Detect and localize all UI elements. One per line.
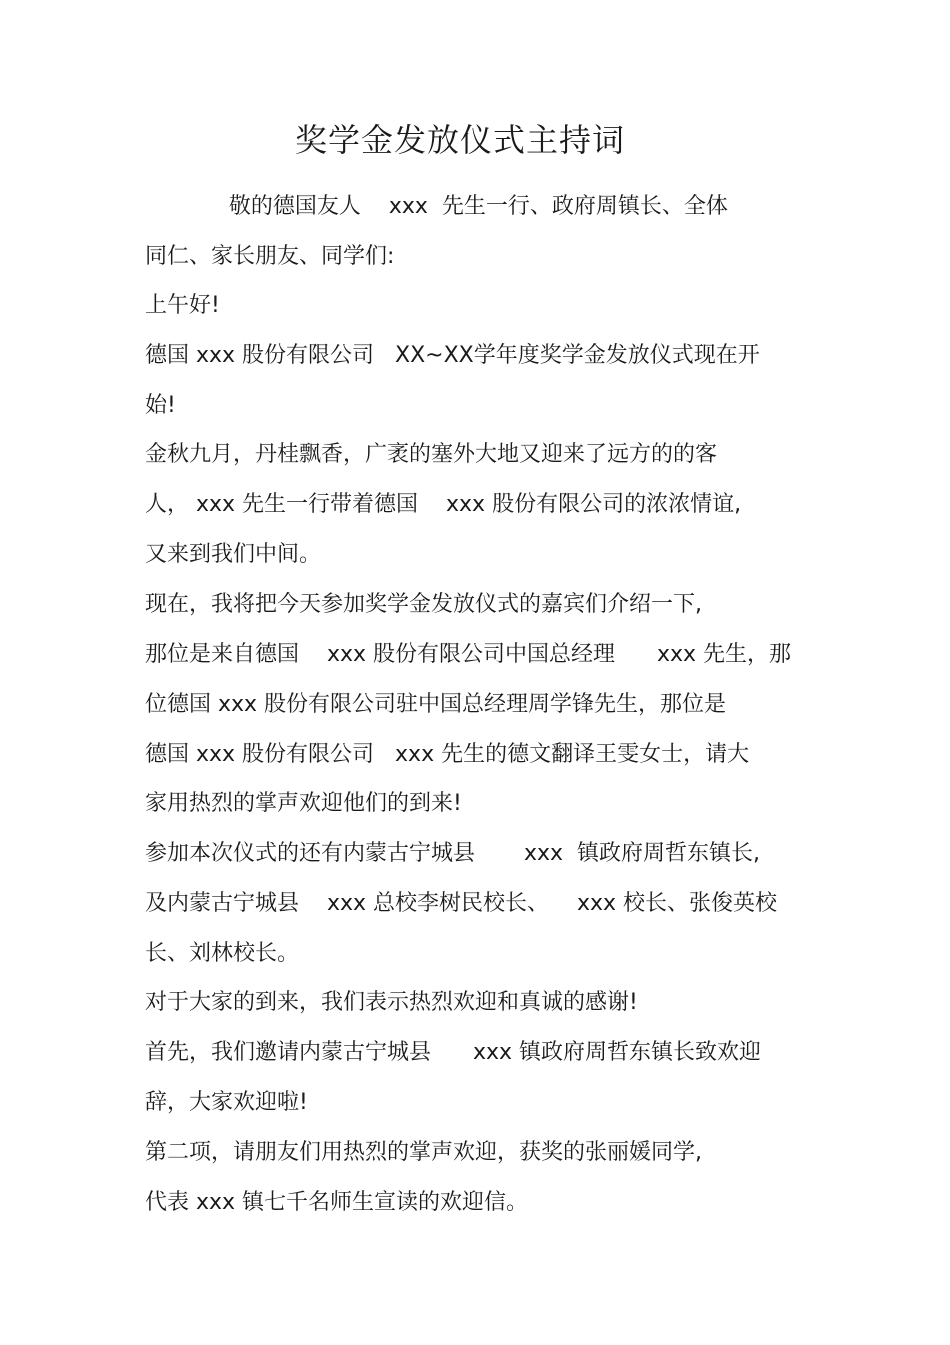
text-line: 对于大家的到来，我们表示热烈欢迎和真诚的感谢! (145, 990, 638, 1015)
text-line: 家用热烈的掌声欢迎他们的到来! (145, 791, 462, 816)
text-line: 位德国 xxx 股份有限公司驻中国总经理周学锋先生，那位是 (145, 692, 727, 717)
text-line: 德国 xxx 股份有限公司 xxx 先生的德文翻译王雯女士，请大 (145, 742, 750, 767)
text-line: 敬的德国友人 xxx 先生一行、政府周镇长、全体 (145, 194, 728, 219)
text-line: 参加本次仪式的还有内蒙古宁城县 xxx 镇政府周哲东镇长, (145, 841, 760, 866)
document-title: 奖学金发放仪式主持词 (294, 121, 625, 159)
text-line: 人， xxx 先生一行带着德国 xxx 股份有限公司的浓浓情谊, (145, 492, 742, 517)
text-line: 现在，我将把今天参加奖学金发放仪式的嘉宾们介绍一下, (145, 592, 702, 617)
text-line: 及内蒙古宁城县 xxx 总校李树民校长、 xxx 校长、张俊英校 (145, 891, 778, 916)
text-line: 德国 xxx 股份有限公司 XX~XX学年度奖学金发放仪式现在开 (145, 343, 760, 368)
text-line: 上午好! (145, 293, 220, 318)
text-line: 辞，大家欢迎啦! (145, 1090, 308, 1115)
text-line: 首先，我们邀请内蒙古宁城县 xxx 镇政府周哲东镇长致欢迎 (145, 1040, 762, 1065)
text-line: 金秋九月，丹桂飘香，广袤的塞外大地又迎来了远方的的客 (145, 442, 718, 467)
text-line: 同仁、家长朋友、同学们: (145, 244, 395, 269)
text-line: 那位是来自德国 xxx 股份有限公司中国总经理 xxx 先生，那 (145, 642, 792, 667)
text-line: 始! (145, 393, 176, 418)
text-line: 又来到我们中间。 (145, 542, 322, 567)
text-line: 第二项，请朋友们用热烈的掌声欢迎，获奖的张丽媛同学, (145, 1140, 702, 1165)
text-line: 长、刘林校长。 (145, 941, 300, 966)
text-line: 代表 xxx 镇七千名师生宣读的欢迎信。 (145, 1190, 529, 1215)
